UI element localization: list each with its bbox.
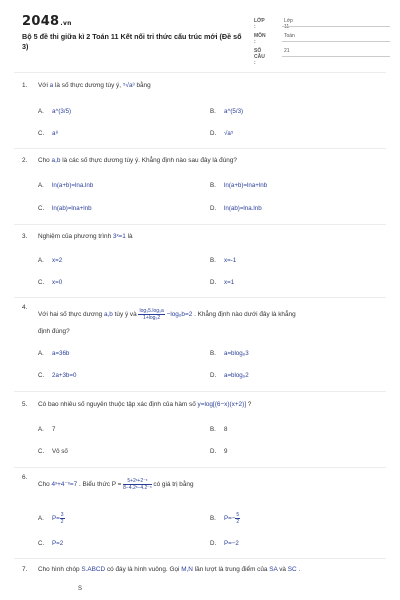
divider bbox=[14, 467, 386, 468]
divider bbox=[14, 148, 386, 149]
q1-option-b[interactable]: B. a^(5/3) bbox=[210, 108, 244, 115]
q4-option-d[interactable]: D. a=blog₆2 bbox=[210, 372, 249, 379]
divider bbox=[14, 391, 386, 392]
q3-option-a[interactable]: A. x=2 bbox=[38, 257, 63, 264]
q6-option-a[interactable]: A. P= $\frac{3}{2}$ bbox=[38, 512, 64, 525]
divider bbox=[14, 224, 386, 225]
q4-option-c[interactable]: C. 2a+3b=0 bbox=[38, 372, 77, 379]
q5-option-c[interactable]: C. Vô số bbox=[38, 448, 68, 455]
pyramid-figure bbox=[78, 586, 82, 592]
q1-option-d[interactable]: D. √a⁵ bbox=[210, 130, 234, 137]
site-logo[interactable]: 2048.vn bbox=[22, 14, 72, 29]
q3-option-d[interactable]: D. x=1 bbox=[210, 279, 235, 286]
q5-option-d[interactable]: D. 9 bbox=[210, 448, 228, 455]
q2-option-a[interactable]: A. ln(a+b)=lna.lnb bbox=[38, 182, 94, 189]
q2-option-c[interactable]: C. ln(ab)=lna+lnb bbox=[38, 205, 92, 212]
q1-option-c[interactable]: C. a⁸ bbox=[38, 130, 59, 137]
q2-option-d[interactable]: D. ln(ab)=lna.lnb bbox=[210, 205, 262, 212]
q3-option-c[interactable]: C. x=0 bbox=[38, 279, 63, 286]
question-6: 6. Cho 4ˣ+4⁻ˣ=7 . Biểu thức P = $\frac{\text{5+2ˣ+2⁻ˣ}}{\text{8−4.2ˣ−4.2⁻ˣ}}$ có giá trị bằng bbox=[22, 474, 194, 491]
q4-option-b[interactable]: B. a=blog₆3 bbox=[210, 350, 249, 357]
q6-option-d[interactable]: D. P=−2 bbox=[210, 540, 239, 547]
q4-option-a[interactable]: A. a=36b bbox=[38, 350, 70, 357]
worksheet-page: 2048.vn Bộ 5 đề thi giữa kì 2 Toán 11 Kết nối tri thức cấu trúc mới (Đề số 3) LỚP : Lớp 11 MÔN : Toán SỐ CÂU : 21 1. Với a là số thực dương tùy ý, ⁵√a³ bằng A. a^(3/5) B. a^(5/3) C. a⁸ D. √a⁵ 2. Cho a,b là các số thực dương tùy ý. Khẳng định nào sau đây là đúng? A. ln(a+b)=lna.lnb B. ln(a+b)=lna+lnb C. ln(ab)=lna+lnb D. ln(ab)=lna.lnb 3. Nghiệm của phương trình 3ˣ=1 là A. x=2 B. x=-1 C. x=0 D. x=1 4. Với hai số thực dương a,b tùy ý và $\frac{\text{log₃5.log₅a}}{\text{1+log₅2}}$ −log₆b=2 . Khẳng định nào dưới đây là khẳng định đúng? A. a=36b B. a=blog₆3 C. 2a+3b=0 D. a=blog₆2 5. Có bao nhiêu số nguyên thuộc tập xác định của hàm số y=log[(6−x)(x+2)] ? A. 7 B. 8 C. Vô số D. 9 6. Cho 4ˣ+4⁻ˣ=7 . Biểu thức P = $\frac{\text{5+2ˣ+2⁻ˣ}}{\text{8−4.2ˣ−4.2⁻ˣ}}$ có giá trị bằng A. P= $\frac{3}{2}$ B. P=− $\frac{5}{2}$ C. P=2 D. P=−2 7. Cho hình chóp S.ABCD có đáy là hình vuông. Gọi M,N lần lượt là trung điểm của SA và SC . S bbox=[0, 0, 400, 600]
q1-option-a[interactable]: A. a^(3/5) bbox=[38, 108, 72, 115]
q6-option-b[interactable]: B. P=− $\frac{5}{2}$ bbox=[210, 512, 240, 525]
q3-option-b[interactable]: B. x=-1 bbox=[210, 257, 237, 264]
q6-option-c[interactable]: C. P=2 bbox=[38, 540, 64, 547]
page-title: Bộ 5 đề thi giữa kì 2 Toán 11 Kết nối tri thức cấu trúc mới (Đề số 3) bbox=[22, 32, 242, 51]
q5-option-b[interactable]: B. 8 bbox=[210, 426, 228, 433]
question-4: 4. Với hai số thực dương a,b tùy ý và $\frac{\text{log₃5.log₅a}}{\text{1+log₅2}}$ −log₆b=2 . Khẳng định nào dưới đây là khẳng định đúng? bbox=[22, 304, 296, 335]
divider bbox=[14, 297, 386, 298]
divider bbox=[14, 72, 386, 73]
q5-option-a[interactable]: A. 7 bbox=[38, 426, 56, 433]
q2-option-b[interactable]: B. ln(a+b)=lna+lnb bbox=[210, 182, 268, 189]
figure-vertex-label: S bbox=[78, 586, 83, 592]
divider bbox=[14, 558, 386, 559]
